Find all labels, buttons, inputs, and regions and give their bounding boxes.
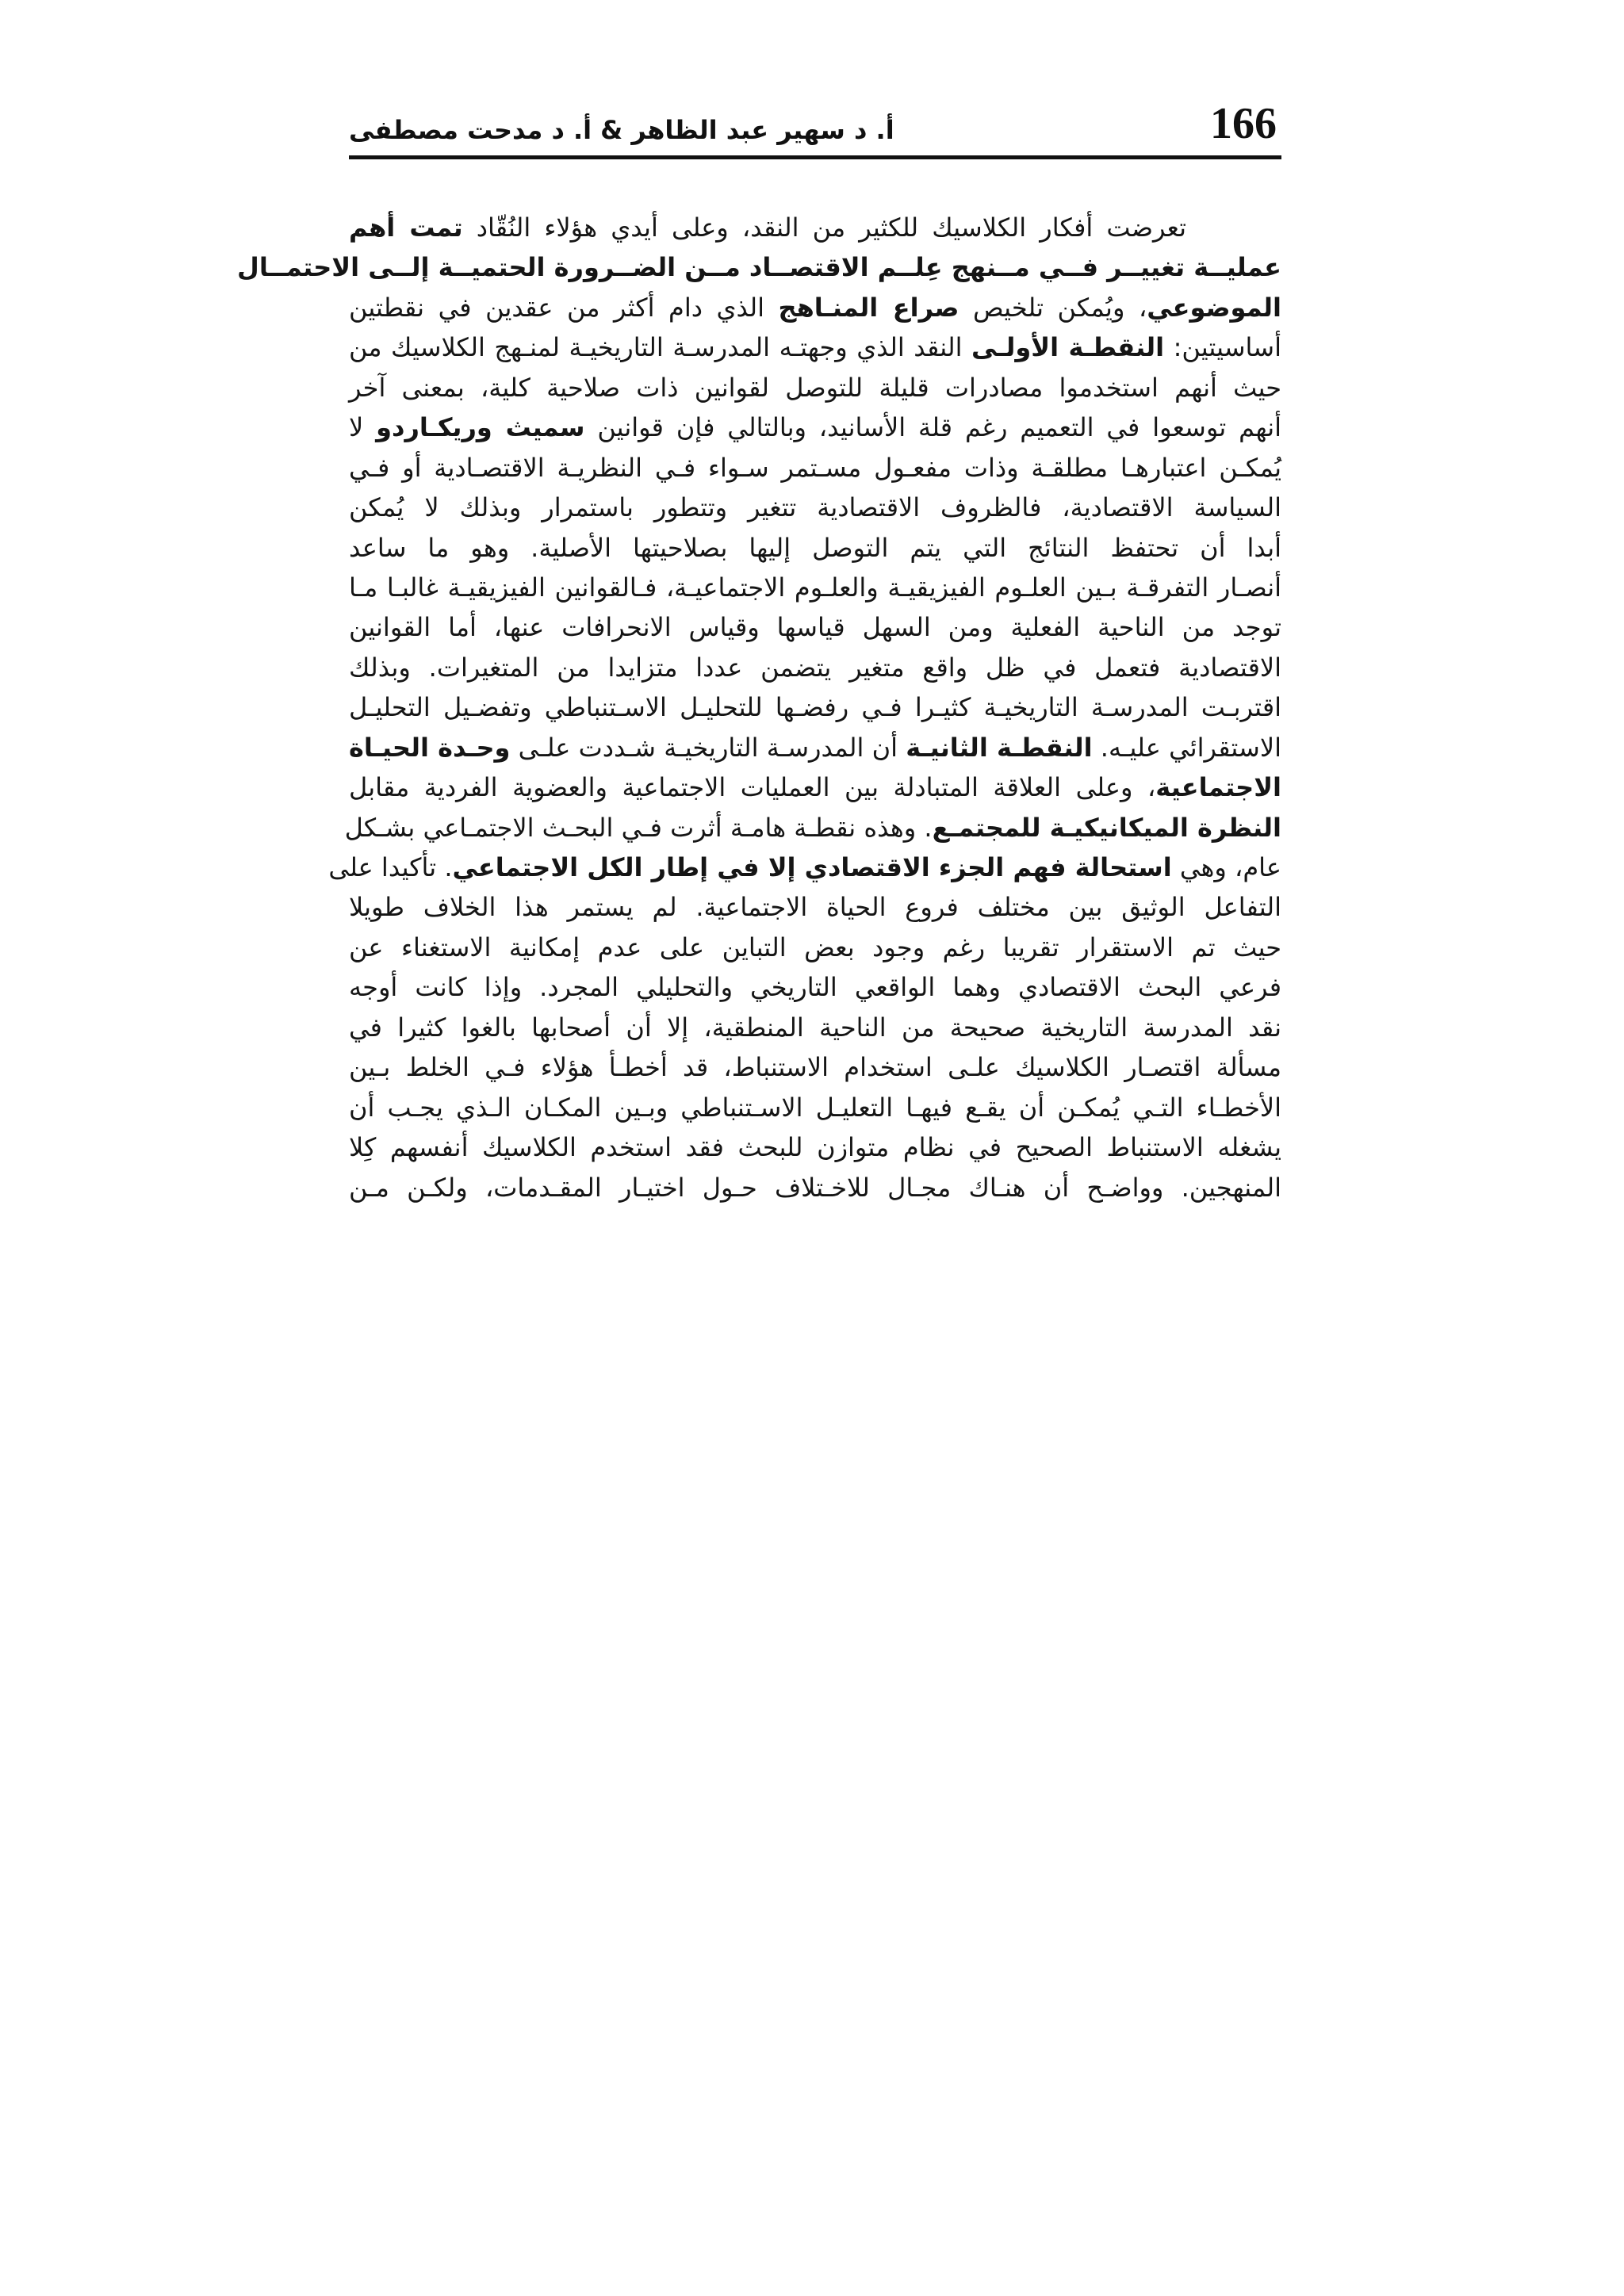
- bold-phrase: النقطـة الأولـى: [971, 332, 1165, 363]
- text-run: ، ويُمكن تلخيص: [959, 292, 1147, 323]
- text-line: [349, 448, 1281, 488]
- text-run: أنهم توسعوا في التعميم رغم قلة الأسانيد، وبالتالي فإن قوانين: [584, 412, 1282, 443]
- text-run: حيث أنهم استخدموا مصادرات قليلة للتوصل لقوانين ذات صلاحية كلية، بمعنى آخر: [349, 372, 1281, 403]
- text-line: [349, 327, 1281, 367]
- bold-phrase: استحالة فهم الجزء الاقتصادي إلا في إطار الكل الاجتماعي: [452, 852, 1172, 882]
- bold-phrase: تمت أهم: [349, 212, 463, 243]
- bold-phrase: النظرة الميكانيكيـة للمجتمـع: [932, 812, 1281, 843]
- text-line: [349, 488, 1281, 527]
- text-run: النقد الذي وجهتـه المدرسـة التاريخيـة لمنـهج الكلاسيك من: [349, 332, 972, 363]
- text-line: [349, 368, 1281, 408]
- text-run: أن المدرسـة التاريخيـة شـددت علـى: [510, 732, 906, 763]
- text-run: توجد من الناحية الفعلية ومن السهل قياسها وقياس الانحرافات عنها، أما القوانين: [349, 612, 1281, 643]
- text-run: حيث تم الاستقرار تقريبا رغم وجود بعض التباين على عدم إمكانية الاستغناء عن: [349, 932, 1281, 962]
- text-run: ، وعلى العلاقة المتبادلة بين العمليات الاجتماعية والعضوية الفردية مقابل: [349, 772, 1156, 803]
- text-line: [349, 928, 1281, 967]
- text-run: أبدا أن تحتفظ النتائج التي يتم التوصل إليها بصلاحيتها الأصلية. وهو ما ساعد: [349, 532, 1281, 563]
- text-run: يُمكـن اعتبارهـا مطلقـة وذات مفعـول مسـتمر سـواء فـي النظريـة الاقتصـادية أو فـي: [349, 452, 1281, 483]
- text-line: [349, 648, 1281, 687]
- bold-phrase: الاجتماعية: [1155, 772, 1281, 803]
- text-line: [349, 528, 1281, 568]
- text-run: فرعي البحث الاقتصادي وهما الواقعي التاريخي والتحليلي المجرد. وإذا كانت أوجه: [349, 972, 1281, 1003]
- text-line: [349, 767, 1281, 807]
- text-line: [349, 687, 1281, 727]
- text-run: أنصـار التفرقـة بـين العلـوم الفيزيقيـة والعلـوم الاجتماعيـة، فـالقوانين الفيزيقيـة غالبـا مـا: [349, 572, 1281, 603]
- text-line: [237, 247, 1281, 287]
- text-run: مسألة اقتصـار الكلاسيك علـى استخدام الاستنباط، قد أخطـأ هؤلاء فـي الخلط بـين: [349, 1052, 1281, 1083]
- text-run: لا: [349, 412, 377, 443]
- text-run: التفاعل الوثيق بين مختلف فروع الحياة الاجتماعية. لم يستمر هذا الخلاف طويلا: [349, 892, 1281, 923]
- text-run: عام، وهي: [1171, 852, 1281, 882]
- bold-phrase: سميث وريكـاردو: [376, 412, 585, 443]
- bold-phrase: عمليــة تغييــر فــي مــنهج عِلــم الاقتصــاد مــن الضــرورة الحتميــة إلــى الاحتمــال: [237, 252, 1281, 283]
- text-line: [349, 967, 1281, 1007]
- bold-phrase: النقطـة الثانيـة: [906, 732, 1093, 763]
- body-paragraph: [237, 208, 1282, 1207]
- text-line: [349, 607, 1281, 647]
- text-run: . وهذه نقطـة هامـة أثرت فـي البحـث الاجتمـاعي بشـكل: [344, 812, 933, 843]
- text-line: [349, 1047, 1281, 1087]
- text-line: [349, 1088, 1281, 1127]
- text-line: [349, 208, 1281, 247]
- text-line: [344, 808, 1281, 848]
- text-line: [349, 728, 1281, 767]
- text-run: الأخطـاء التـي يُمكـن أن يقـع فيهـا التعليـل الاسـتنباطي وبـين المكـان الـذي يجـب أن: [349, 1092, 1281, 1123]
- bold-phrase: صراع المنـاهج: [778, 292, 959, 323]
- text-run: الذي دام أكثر من عقدين في نقطتين: [349, 292, 779, 323]
- text-run: المنهجين. وواضـح أن هنـاك مجـال للاخـتلاف حـول اختيـار المقـدمات، ولكـن مـن: [349, 1172, 1281, 1203]
- text-run: الاستقرائي عليـه.: [1092, 732, 1282, 763]
- header-rule: [349, 155, 1281, 159]
- text-run: نقد المدرسة التاريخية صحيحة من الناحية المنطقية، إلا أن أصحابها بالغوا كثيرا في: [349, 1012, 1281, 1043]
- page-header: [349, 94, 1281, 159]
- text-run: الاقتصادية فتعمل في ظل واقع متغير يتضمن عددا متزايدا من المتغيرات. وبذلك: [349, 652, 1281, 683]
- bold-phrase: الموضوعي: [1147, 292, 1281, 323]
- text-line: [349, 887, 1281, 927]
- text-line: [349, 288, 1281, 327]
- text-line: [349, 568, 1281, 607]
- running-head-authors: أ. د سهير عبد الظاهر & أ. د مدحت مصطفى: [349, 115, 894, 145]
- text-line: [328, 848, 1281, 887]
- text-run: . تأكيدا على: [328, 852, 453, 882]
- page-number: 166: [1210, 99, 1277, 148]
- text-run: تعرضت أفكار الكلاسيك للكثير من النقد، وعلى أيدي هؤلاء النُقّاد: [462, 212, 1186, 243]
- text-run: يشغله الاستنباط الصحيح في نظام متوازن للبحث فقد استخدم الكلاسيك أنفسهم كِلا: [349, 1132, 1281, 1163]
- text-line: [349, 1008, 1281, 1047]
- text-run: السياسة الاقتصادية، فالظروف الاقتصادية تتغير وتتطور باستمرار وبذلك لا يُمكن: [349, 492, 1281, 523]
- text-run: اقتربـت المدرسـة التاريخيـة كثيـرا فـي رفضـها للتحليـل الاسـتنباطي وتفضـيل التحليـل: [349, 692, 1281, 723]
- text-line: [349, 1127, 1281, 1167]
- text-run: أساسيتين:: [1164, 332, 1282, 363]
- text-line: [349, 1168, 1281, 1207]
- bold-phrase: وحـدة الحيـاة: [349, 732, 511, 763]
- text-line: [349, 408, 1281, 447]
